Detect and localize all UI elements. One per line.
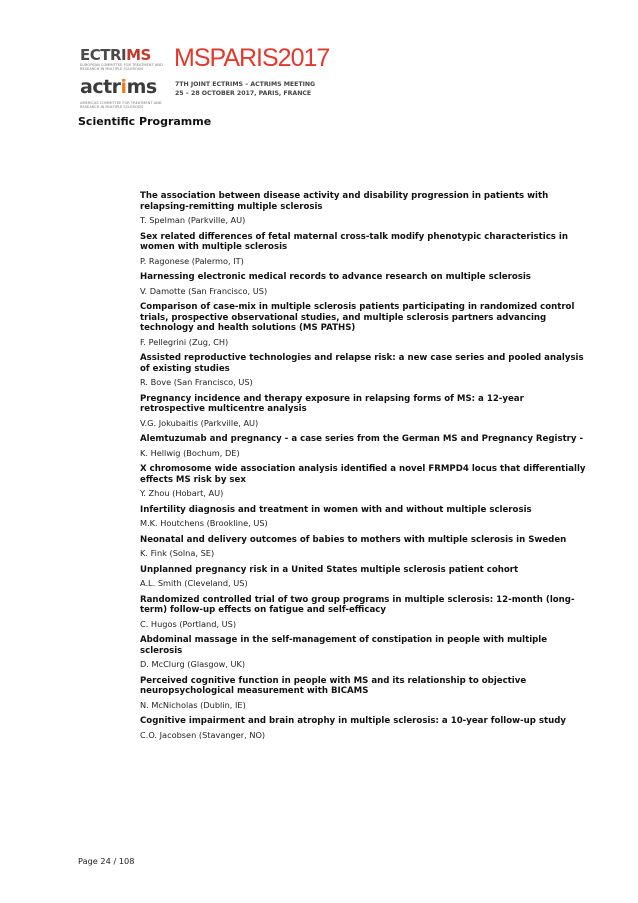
abstract-author: M.K. Houtchens (Brookline, US) (140, 518, 268, 528)
ectrims-logo-wordmark: ECTRIMS (80, 46, 151, 64)
list-item (140, 434, 590, 458)
abstract-title: Harnessing electronic medical records to advance research on multiple sclerosis (140, 272, 531, 282)
abstract-author: F. Pellegrini (Zug, CH) (140, 336, 229, 347)
abstract-title: Perceived cognitive function in people with MS and its relationship to objective neuropsychological measurement with BICAMS (140, 675, 527, 696)
list-item (140, 353, 590, 388)
list-item (140, 535, 590, 559)
actrims-logo-wordmark: actrims (80, 76, 157, 98)
list-item (140, 302, 590, 347)
list-item (140, 676, 590, 711)
list-item (140, 716, 590, 740)
abstract-title: X chromosome wide association analysis identified a novel FRMPD4 locus that differentially effects MS risk by sex (140, 464, 586, 485)
meeting-name: 7TH JOINT ECTRIMS – ACTRIMS MEETING (175, 81, 316, 88)
abstract-author: D. McClurg (Glasgow, UK) (140, 659, 246, 669)
list-item (140, 191, 590, 226)
abstract-author: R. Bove (San Francisco, US) (140, 377, 253, 387)
abstract-author: V. Damotte (San Francisco, US) (140, 285, 268, 296)
list-item (140, 394, 590, 429)
abstract-author: K. Hellwig (Bochum, DE) (140, 447, 240, 458)
list-item (140, 595, 590, 630)
abstract-title: Pregnancy incidence and therapy exposure in relapsing forms of MS: a 12-year retrospective multicentre analysis (140, 393, 524, 414)
msparis-logo (174, 44, 364, 108)
abstract-title: Randomized controlled trial of two group programs in multiple sclerosis: 12-month (long-term) follow-up effects on fatigue and self-efficacy (140, 594, 575, 615)
abstract-author: T. Spelman (Parkville, AU) (140, 215, 246, 225)
actrims-logo-subtitle: AMERICAS COMMITTEE FOR TREATMENT AND RESEARCH IN MULTIPLE SCLEROSIS (80, 101, 162, 109)
list-item (140, 272, 590, 296)
section-title: Scientific Programme (78, 115, 212, 128)
page-header (80, 40, 380, 110)
abstract-list (140, 191, 590, 746)
list-item (140, 232, 590, 267)
list-item (140, 505, 590, 529)
list-item (140, 565, 590, 589)
abstract-author: K. Fink (Solna, SE) (140, 548, 215, 558)
abstract-title: The association between disease activity and disability progression in patients with relapsing-remitting multiple sclerosis (140, 191, 549, 212)
abstract-title: Neonatal and delivery outcomes of babies to mothers with multiple sclerosis in Sweden (140, 534, 567, 545)
abstract-title: Unplanned pregnancy risk in a United States multiple sclerosis patient cohort (140, 564, 519, 575)
abstract-author: P. Ragonese (Palermo, IT) (140, 255, 244, 266)
abstract-author: Y. Zhou (Hobart, AU) (140, 488, 224, 498)
ectrims-logo-subtitle: EUROPEAN COMMITTEE FOR TREATMENT AND RESEARCH IN MULTIPLE SCLEROSIS (80, 63, 163, 71)
abstract-title: Assisted reproductive technologies and relapse risk: a new case series and pooled analysis of existing studies (140, 353, 584, 374)
abstract-author: C. Hugos (Portland, US) (140, 618, 237, 629)
meeting-dates: 25 – 28 OCTOBER 2017, PARIS, FRANCE (175, 90, 312, 97)
abstract-author: C.O. Jacobsen (Stavanger, NO) (140, 729, 266, 740)
abstract-author: V.G. Jokubaitis (Parkville, AU) (140, 417, 259, 428)
abstract-title: Comparison of case-mix in multiple sclerosis patients participating in randomized control trials, prospective observational studies, and multiple sclerosis partners advancing technology and health solutions (MS PATHS) (140, 302, 575, 333)
list-item (140, 635, 590, 670)
abstract-title: Alemtuzumab and pregnancy - a case series from the German MS and Pregnancy Registry - (140, 434, 584, 444)
page-number: Page 24 / 108 (78, 856, 135, 866)
abstract-title: Cognitive impairment and brain atrophy in multiple sclerosis: a 10-year follow-up study (140, 716, 567, 726)
abstract-author: A.L. Smith (Cleveland, US) (140, 578, 248, 588)
msparis-logo-title: MSPARIS2017 (174, 44, 330, 72)
abstract-title: Abdominal massage in the self-management of constipation in people with multiple sclerosis (140, 635, 548, 656)
abstract-author: N. McNicholas (Dublin, IE) (140, 699, 246, 710)
abstract-title: Infertility diagnosis and treatment in women with and without multiple sclerosis (140, 504, 532, 515)
abstract-title: Sex related differences of fetal maternal cross-talk modify phenotypic characteristics in women with multiple sclerosis (140, 231, 568, 252)
list-item (140, 464, 590, 499)
